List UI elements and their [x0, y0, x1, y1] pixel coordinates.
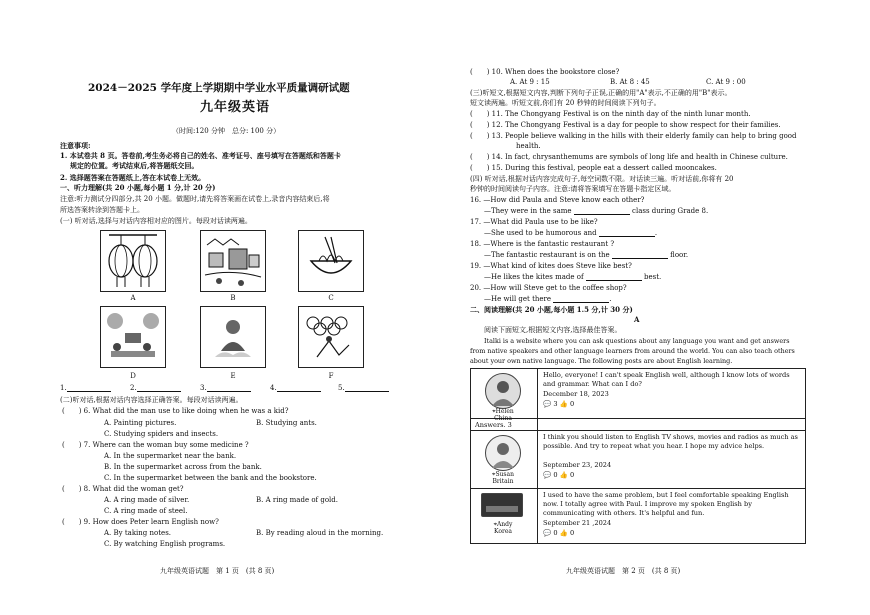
notice-1: 1. 本试卷共 8 页。答卷前,考生务必将自己的姓名、准考证号、座号填写在答题纸和答题卡 [60, 151, 341, 160]
girl-avatar-icon [486, 374, 520, 408]
exam-title: 2024－2025 学年度上学期期中学业水平质量调研试题 [88, 82, 350, 94]
avatar [485, 435, 521, 471]
park-scene-icon [101, 307, 165, 367]
picture-noodles [298, 230, 364, 292]
question-10: ( ) 10. When does the bookstore close? [470, 68, 620, 76]
post-author: ⌖Helen China [492, 408, 514, 422]
post-text: I used to have the same problem, but I feel comfortable speaking English now. I totally agree with Paul. I improve my spoken English by communicating with others. It's helpful and fun. [543, 491, 789, 517]
post-author: ⌖Andy Korea [493, 521, 513, 535]
olympic-rings-icon [299, 307, 363, 367]
post-stats: 💬 0 👍 0 [543, 471, 575, 479]
passage-line-1: Italki is a website where you can ask questions about any language you want and get answers [484, 337, 790, 345]
footer-page-2: 九年级英语试题 第 2 页 (共 8 页) [566, 567, 681, 575]
q7-option-a[interactable]: A. In the supermarket near the bank. [104, 452, 237, 460]
q8-option-a[interactable]: A. A ring made of silver. [104, 496, 190, 504]
picture-park [100, 306, 166, 368]
location-pin-icon: ⌖ [493, 521, 497, 528]
q18-response[interactable]: —The fantastic restaurant is on the floor. [484, 251, 689, 259]
picture-label-e: E [230, 372, 236, 380]
forum-posts-table [470, 368, 806, 544]
footer-page-1: 九年级英语试题 第 1 页 (共 8 页) [160, 567, 275, 575]
picture-label-a: A [130, 294, 136, 302]
part-1-title: (一) 听对话,选择与对话内容相对应的图片。每段对话读两遍。 [60, 217, 252, 225]
notice-header: 注意事项: [60, 141, 91, 150]
picture-town [200, 230, 266, 292]
comment-icon[interactable]: 💬 [543, 529, 552, 537]
question-19: 19. —What kind of kites does Steve like best? [470, 262, 632, 270]
statement-12: ( ) 12. The Chongyang Festival is a day for people to show respect for their families. [470, 121, 781, 129]
post-author: ⌖Susan Britain [492, 471, 514, 485]
section-1-title: 一、听力理解(共 20 小题,每小题 1 分,计 20 分) [60, 183, 216, 192]
picture-label-f: F [328, 372, 334, 380]
question-16: 16. —How did Paula and Steve know each other? [470, 196, 645, 204]
town-scene-icon [201, 231, 265, 291]
noodle-bowl-icon [299, 231, 363, 291]
part-3-title: (三)听短文,根据短文内容,判断下列句子正误,正确的用"A"表示,不正确的用"B"表示。 [470, 89, 732, 97]
passage-line-2: from native speakers and other language learners from around the world. You can also teach others [470, 347, 795, 355]
q10-option-c[interactable]: C. At 9 : 00 [706, 78, 746, 86]
statement-11: ( ) 11. The Chongyang Festival is on the ninth day of the ninth lunar month. [470, 110, 751, 118]
thumbs-up-icon[interactable]: 👍 [559, 400, 568, 408]
section-1-note-b: 所选答案转涂到答题卡上。 [60, 206, 144, 214]
picture-label-b: B [230, 294, 236, 302]
post-text: Hello, everyone! I can't speak English well, although I know lots of words and grammar. What can I do? [543, 371, 790, 388]
q17-response[interactable]: —She used to be humorous and . [484, 229, 658, 237]
answer-blank-5[interactable]: 5. [338, 384, 389, 392]
question-9: ( ) 9. How does Peter learn English now? [62, 518, 219, 526]
q10-option-b[interactable]: B. At 8 : 45 [610, 78, 650, 86]
q7-option-b[interactable]: B. In the supermarket across from the bank. [104, 463, 262, 471]
passage-line-3: about your own native language. The following posts are about English learning. [470, 357, 733, 365]
section-2-title: 二、阅读理解(共 20 小题,每小题 1.5 分,计 30 分) [470, 305, 633, 314]
thumbs-up-icon[interactable]: 👍 [559, 529, 568, 537]
exam-subject: 九年级英语 [200, 100, 271, 115]
q10-option-a[interactable]: A. At 9 : 15 [510, 78, 550, 86]
picture-lanterns [100, 230, 166, 292]
picture-olympics [298, 306, 364, 368]
post-row-andy [471, 489, 805, 543]
avatar [481, 493, 523, 517]
section-1-note: 注意:听力测试分四部分,共 20 小题。做题时,请先将答案画在试卷上,录音内容结束后,将 [60, 195, 330, 203]
q6-option-b[interactable]: B. Studying ants. [256, 419, 317, 427]
part-3-title-b: 短文读两遍。听短文前,你们有 20 秒钟的时间阅读下列句子。 [470, 99, 661, 107]
q6-option-c[interactable]: C. Studying spiders and insects. [104, 430, 219, 438]
location-pin-icon: ⌖ [492, 471, 496, 478]
answer-blank-3[interactable]: 3. [200, 384, 251, 392]
post-text: I think you should listen to English TV shows, movies and radios as much as possible. And try to repeat what you hear. I hope my advice helps. [543, 433, 798, 450]
passage-label: A [634, 315, 640, 324]
picture-label-c: C [328, 294, 334, 302]
part-4-title: (四) 听对话,根据对话内容完成句子,每空词数不限。对话读三遍。听对话前,你将有 20 [470, 175, 734, 183]
part-4-title-b: 秒钟的时间阅读句子内容。注意:请将答案填写在答题卡指定区域。 [470, 185, 676, 193]
statement-15: ( ) 15. During this festival, people eat a dessert called mooncakes. [470, 164, 717, 172]
post-stats: 💬 0 👍 0 [543, 529, 575, 537]
post-row-susan [471, 431, 805, 489]
q9-option-b[interactable]: B. By reading aloud in the morning. [256, 529, 384, 537]
answer-blank-1[interactable]: 1. [60, 384, 111, 392]
picture-label-d: D [130, 372, 136, 380]
post-row-helen [471, 369, 805, 422]
q7-option-c[interactable]: C. In the supermarket between the bank and the bookstore. [104, 474, 317, 482]
question-20: 20. —How will Steve get to the coffee shop? [470, 284, 627, 292]
question-6: ( ) 6. What did the man use to like doing when he was a kid? [62, 407, 289, 415]
reading-intro: 阅读下面短文,根据短文内容,选择最佳答案。 [484, 326, 622, 334]
notice-2: 2. 选择题答案在答题纸上,答在本试卷上无效。 [60, 173, 206, 182]
post-date: September 23, 2024 [543, 461, 612, 469]
question-7: ( ) 7. Where can the woman buy some medicine ? [62, 441, 249, 449]
notice-1b: 规定的位置。考试结束后,将答题纸交回。 [70, 161, 199, 170]
statement-14: ( ) 14. In fact, chrysanthemums are symbols of long life and health in Chinese culture. [470, 153, 788, 161]
answers-count: Answers. 3 [475, 421, 512, 429]
question-17: 17. —What did Paula use to be like? [470, 218, 598, 226]
q6-option-a[interactable]: A. Painting pictures. [104, 419, 177, 427]
answer-blank-2[interactable]: 2. [130, 384, 181, 392]
q16-response[interactable]: —They were in the same class during Grade 8. [484, 207, 709, 215]
picture-person-cloud [200, 306, 266, 368]
part-2-title: (二)听对话,根据对话内容选择正确答案。每段对话读两遍。 [60, 396, 243, 404]
q8-option-b[interactable]: B. A ring made of gold. [256, 496, 339, 504]
statement-13: ( ) 13. People believe walking in the hills with their elderly family can help to bring good [470, 132, 797, 140]
q8-option-c[interactable]: C. A ring made of steel. [104, 507, 188, 515]
comment-icon[interactable]: 💬 [543, 400, 552, 408]
lanterns-icon [101, 231, 165, 291]
post-date: December 18, 2023 [543, 390, 609, 398]
thumbs-up-icon[interactable]: 👍 [559, 471, 568, 479]
comment-icon[interactable]: 💬 [543, 471, 552, 479]
photo-avatar-icon [482, 494, 522, 516]
q9-option-a[interactable]: A. By taking notes. [104, 529, 172, 537]
answers-count-row [471, 419, 805, 431]
woman-avatar-icon [486, 436, 520, 470]
q19-response[interactable]: —He likes the kites made of best. [484, 273, 662, 281]
question-18: 18. —Where is the fantastic restaurant ? [470, 240, 615, 248]
answer-blank-4[interactable]: 4. [270, 384, 321, 392]
q9-option-c[interactable]: C. By watching English programs. [104, 540, 226, 548]
person-icon [201, 307, 265, 367]
q20-response[interactable]: —He will get there . [484, 295, 612, 303]
time-info: （时间:120 分钟 总分: 100 分） [172, 127, 281, 135]
question-8: ( ) 8. What did the woman get? [62, 485, 184, 493]
post-stats: 💬 3 👍 0 [543, 400, 575, 408]
location-pin-icon: ⌖ [492, 408, 496, 415]
statement-13-b: health. [516, 142, 541, 150]
page-1 [60, 0, 430, 615]
post-date: September 21 ,2024 [543, 519, 612, 527]
avatar [485, 373, 521, 409]
